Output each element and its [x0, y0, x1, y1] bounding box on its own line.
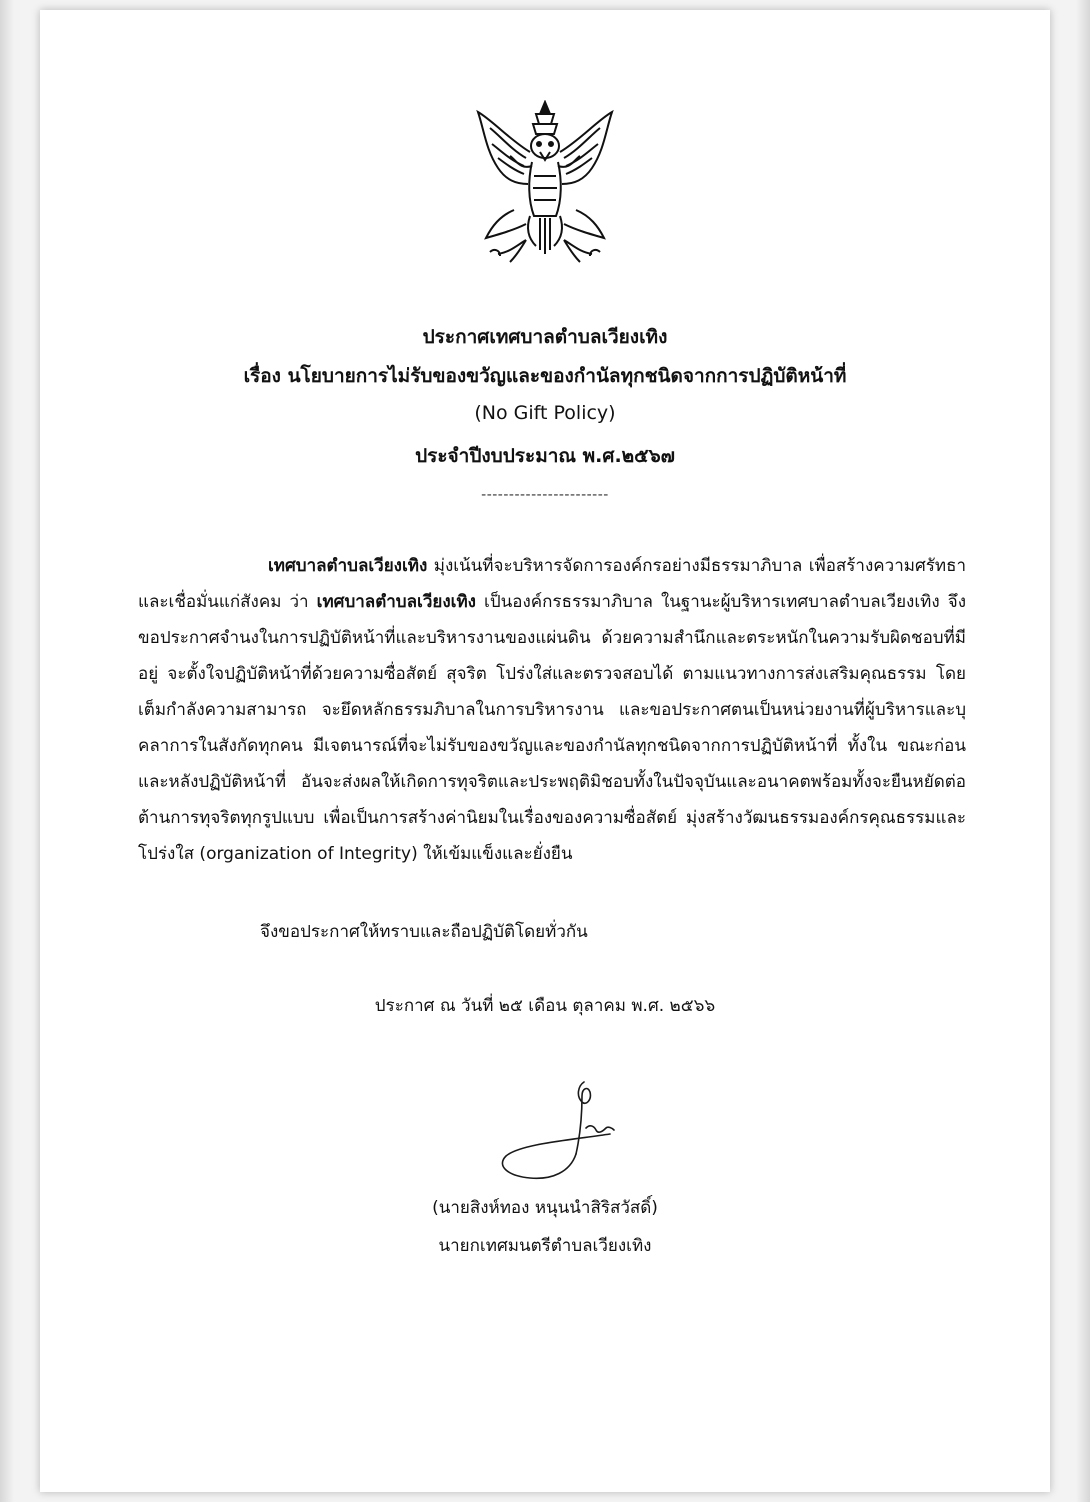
signatory-name: (นายสิงห์ทอง หนุนนำสิริสวัสดิ์) — [432, 1198, 658, 1218]
announcement-title: ประกาศเทศบาลตำบลเวียงเทิง — [422, 326, 668, 348]
body-text-1: มุ่งเน้นที่จะบริหารจัดการองค์กรอย่างมีธรรมาภิบาล เพื่อสร้างความศรัทธาและเชื่อมั่นแก่สังคม ว่า — [138, 556, 966, 612]
handwritten-signature-icon — [490, 1076, 660, 1186]
body-text-2: เป็นองค์กรธรรมาภิบาล ในฐานะผู้บริหารเทศบาลตำบลเวียงเทิง จึงขอประกาศจำนงในการปฏิบัติหน้าที่และบริหารงานของแผ่นดิน ด้วยความสำนึกและตระหนักในความรับผิดชอบที่มีอยู่ จะตั้งใจปฏิบัติหน้าที่ด้วยความซื่อสัตย์ สุจริต โปร่งใส่และตรวจสอบได้ ตามแนวทางการส่งเสริมคุณธรรม โดยเต็มกำลังความสามารถ จะยึดหลักธรรมภิบาลในการบริหารงาน และขอประกาศตนเป็นหน่วยงานที่ผู้บริหารและบุคลาการในสังกัดทุกคน มีเจตนารณ์ที่จะไม่รับของขวัญและของกำนัลทุกชนิดจากการปฏิบัติหน้าที่ ทั้งใน ขณะก่อนและหลังปฏิบัติหน้าที่ อันจะส่งผลให้เกิดการทุจริตและประพฤติมิชอบทั้งในปัจจุบันและอนาคตพร้อมทั้งจะยืนหยัดต่อต้านการทุจริตทุกรูปแบบ เพื่อเป็นการสร้างค่านิยมในเรื่องของความซื่อสัตย์ มุ่งสร้างวัฒนธรรมองค์กรคุณธรรมและโปร่งใส (organization of Integrity) ให้เข้มแข็งและยั่งยืน — [138, 592, 966, 864]
org-name-bold-2: เทศบาลตำบลเวียงเทิง — [316, 592, 476, 612]
announcement-date: ประกาศ ณ วันที่ ๒๕ เดือน ตุลาคม พ.ศ. ๒๕๖๖ — [374, 996, 716, 1016]
garuda-emblem-icon — [470, 100, 620, 270]
page-edge-right — [1076, 0, 1090, 1502]
announcement-subject: เรื่อง นโยบายการไม่รับของขวัญและของกำนัลทุกชนิดจากการปฏิบัติหน้าที่ — [243, 365, 847, 387]
page-edge-left — [0, 0, 14, 1502]
policy-name: (No Gift Policy) — [474, 402, 616, 424]
closing-statement: จึงขอประกาศให้ทราบและถือปฏิบัติโดยทั่วกัน — [260, 922, 588, 942]
title-divider: ----------------------- — [481, 487, 609, 503]
signatory-position: นายกเทศมนตรีตำบลเวียงเทิง — [438, 1236, 652, 1256]
org-name-bold: เทศบาลตำบลเวียงเทิง — [268, 556, 428, 576]
fiscal-year: ประจำปีงบประมาณ พ.ศ.๒๕๖๗ — [415, 445, 675, 467]
body-paragraph — [138, 548, 966, 872]
document-page — [40, 10, 1050, 1492]
